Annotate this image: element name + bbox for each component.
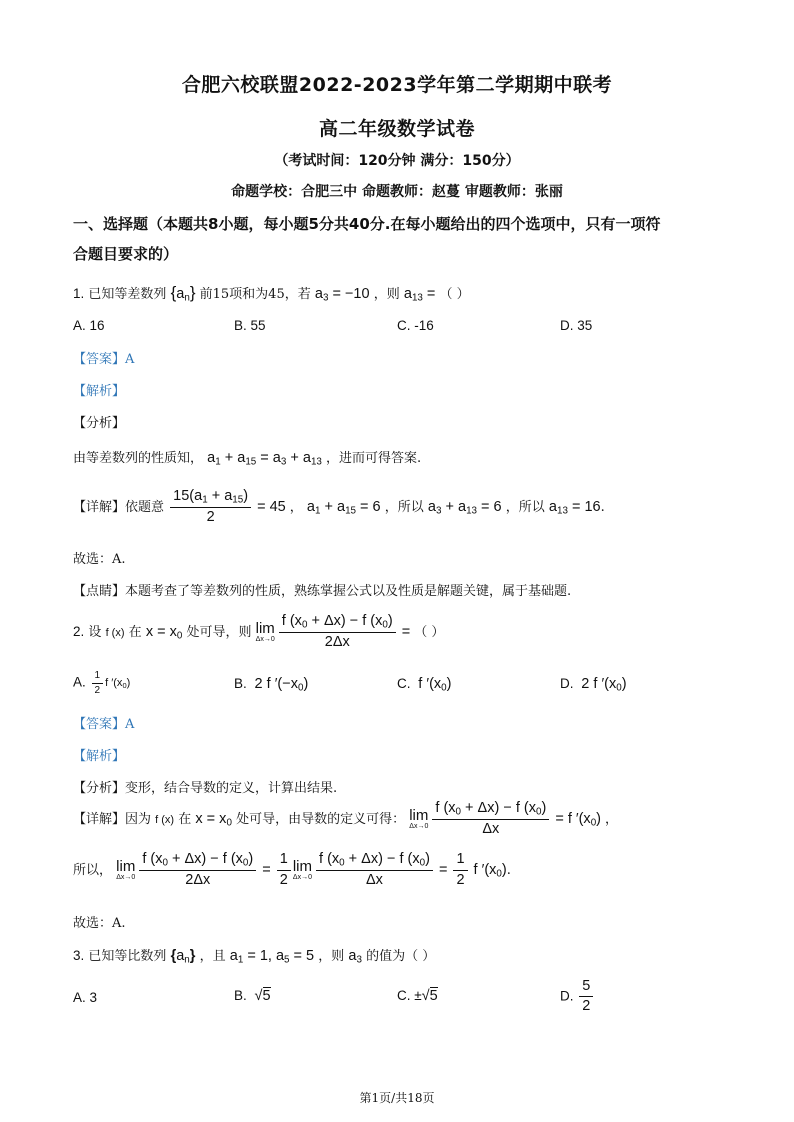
question-text: 的值为（ ） <box>366 949 436 964</box>
question-number: 3. <box>73 948 85 963</box>
option-b: B. 55 <box>234 318 266 333</box>
question-number: 2. <box>73 624 85 640</box>
math-limit-expression: lim Δx→0 $\frac{f (x_0 + \Delta x) - f (x_0)}{2\Delta x}$ = <box>255 613 415 651</box>
math-function: f (x) <box>155 814 175 827</box>
fenxi-label: 【分析】变形，结合导数的定义，计算出结果. <box>73 781 338 796</box>
math-sequence: $\{a_n\}$ <box>170 283 196 304</box>
math-condition: $a_1 = 1$, $a_5 = 5$ <box>229 948 315 966</box>
math-option-value: f $'(x_0)$ <box>414 676 452 694</box>
answer-label: 【答案】A <box>73 352 135 367</box>
option-c: C. -16 <box>397 318 434 333</box>
option-a <box>73 670 130 697</box>
math-target: $a_3$ <box>348 948 362 966</box>
detail-line <box>73 488 605 527</box>
question-text: 设 <box>88 625 102 641</box>
analysis-text: 由等差数列的性质知， <box>73 451 204 466</box>
option-c <box>397 988 438 1004</box>
question-text: ，则 <box>373 287 400 302</box>
jiexi-label: 【解析】 <box>73 384 126 399</box>
option-b <box>234 988 271 1004</box>
option-label: A. <box>73 674 86 690</box>
math-function: f (x) <box>105 627 125 640</box>
detail-text: 所以， <box>73 863 113 879</box>
option-b <box>234 676 308 693</box>
question-1 <box>73 283 470 303</box>
math-option-value: 2 f $'(x_0)$ <box>577 676 627 694</box>
question-text: 在 <box>128 625 142 641</box>
math-derivative-definition: lim Δx→0 $\frac{f (x_0 + \Delta x) - f (x_0)}{\Delta x}$ = f $'(x_0)$ <box>409 800 606 838</box>
question-text: 已知等比数列 <box>88 949 167 964</box>
page-number: 第1页/共18页 <box>359 1091 435 1105</box>
exam-title: 合肥六校联盟2022-2023学年第二学期期中联考 <box>181 74 613 96</box>
question-3 <box>73 945 435 965</box>
math-property: $a_1 + a_{15} = a_3 + a_{13}$ <box>207 450 322 468</box>
section-heading-cont: 合题目要求的） <box>73 245 179 263</box>
math-sum-value: $a_1 + a_{15} = 6$ <box>306 499 381 517</box>
analysis-text: ，进而可得答案. <box>326 451 422 466</box>
option-label: D. <box>560 676 574 691</box>
question-2 <box>73 613 444 652</box>
section-heading: 一、选择题（本题共8小题，每小题5分共40分.在每小题给出的四个选项中，只有一项符 <box>73 215 661 233</box>
option-d: D. 35 <box>560 318 593 333</box>
option-a: A. 3 <box>73 990 98 1005</box>
math-derivation: lim Δx→0 $\frac{f (x_0 + \Delta x) - f (x_0)}{2\Delta x}$ = $\frac{1}{2}$ lim Δx→0 $\frac{f (x_0 + \Delta x) - f (x_0)}{\Delta x}$ = $\frac{1}{2}$ f $'(x_0)$ <box>116 851 507 889</box>
jiexi-label: 【解析】 <box>73 749 126 764</box>
detail-line <box>73 800 618 839</box>
exam-time-info: （考试时间：120分钟 满分：150分） <box>274 153 520 169</box>
answer-label: 【答案】A <box>73 717 135 732</box>
math-option-value: √5 <box>250 988 271 1004</box>
math-target: $a_{13}$ = <box>403 286 436 304</box>
option-label: D. <box>560 988 574 1004</box>
detail-text: ， <box>605 812 619 828</box>
fenxi-label: 【分析】 <box>73 416 126 431</box>
detail-text: 在 <box>178 812 192 828</box>
detail-text: ，所以 <box>505 500 545 516</box>
math-sum-formula: $\frac{15(a_1 + a_{15})}{2}$ = 45 <box>168 499 290 515</box>
question-text: 已知等差数列 <box>88 287 167 302</box>
option-c <box>397 676 451 693</box>
detail-text: ，所以 <box>384 500 424 516</box>
analysis-line <box>73 447 421 467</box>
detail-text: 【详解】因为 <box>73 812 152 828</box>
option-a: A. 16 <box>73 318 105 333</box>
question-number: 1. <box>73 286 85 301</box>
detail-text: 【详解】依题意 <box>73 500 165 516</box>
math-option-value: 2 f $'(-x_0)$ <box>250 676 309 694</box>
math-result: $a_{13} = 16$ <box>548 499 601 517</box>
exam-subtitle: 高二年级数学试卷 <box>318 118 475 140</box>
option-label: C. <box>397 676 411 691</box>
option-label: B. <box>234 988 247 1003</box>
option-d <box>560 676 627 693</box>
math-sum-equal: $a_3 + a_{13} = 6$ <box>427 499 502 517</box>
math-condition: $a_3 = -10$ <box>314 286 370 304</box>
exam-authors: 命题学校：合肥三中 命题教师：赵蔓 审题教师：张丽 <box>231 184 563 200</box>
math-option-value: √5 <box>421 988 438 1004</box>
option-label: B. <box>234 676 247 691</box>
question-text: 前15项和为45，若 <box>199 287 311 302</box>
option-label: C. ± <box>397 988 422 1003</box>
math-sequence: $\{a_n\}$ <box>170 948 196 966</box>
answer-blank: （ ） <box>439 287 470 302</box>
detail-text: . <box>600 500 605 516</box>
comment: 【点睛】本题考查了等差数列的性质，熟练掌握公式以及性质是解题关键，属于基础题. <box>73 584 572 599</box>
answer-blank: （ ） <box>414 625 445 641</box>
detail-text: ， <box>289 500 303 516</box>
math-option-value: $\frac{1}{2}$ f $'(x_0)$ <box>90 677 131 689</box>
math-option-value: $\frac{5}{2}$ <box>577 989 595 1005</box>
math-point: $x = x_0$ <box>195 811 232 829</box>
question-text: 处可导，则 <box>186 625 252 641</box>
question-text: ，则 <box>318 949 345 964</box>
option-d <box>560 978 595 1016</box>
detail-text: . <box>506 863 511 879</box>
conclusion: 故选：A. <box>73 916 126 931</box>
math-point: $x = x_0$ <box>145 624 183 642</box>
derivation-line <box>73 851 511 890</box>
question-text: ，且 <box>199 949 226 964</box>
conclusion: 故选：A. <box>73 552 126 567</box>
detail-text: 处可导，由导数的定义可得： <box>236 812 406 828</box>
